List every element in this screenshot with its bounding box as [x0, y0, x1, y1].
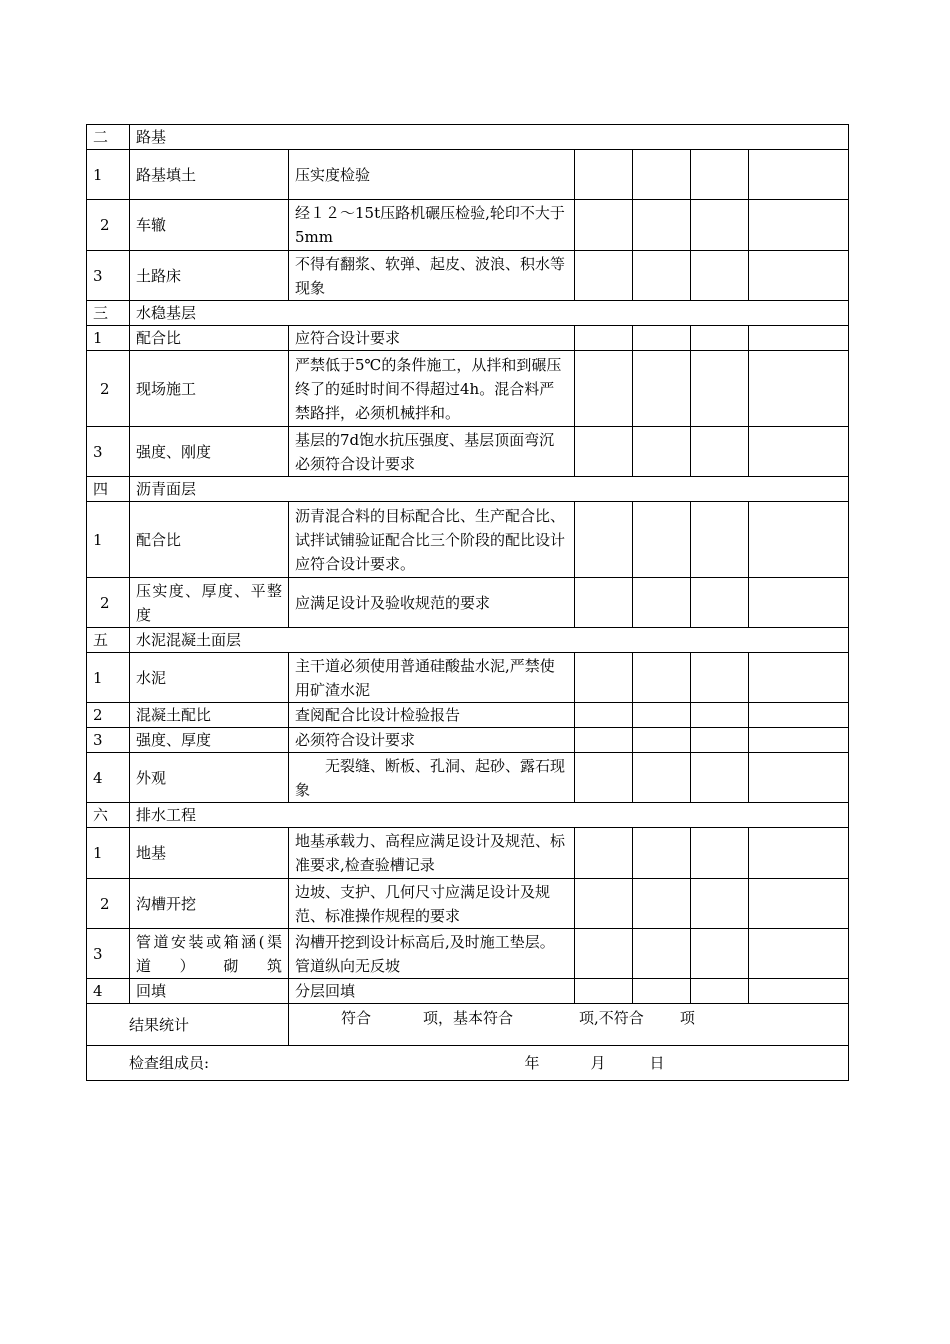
check-cell[interactable] — [633, 351, 691, 427]
check-cell[interactable] — [749, 929, 849, 979]
check-cell[interactable] — [575, 979, 633, 1004]
item-number: 1 — [87, 150, 130, 200]
year-label: 年 — [524, 1054, 540, 1072]
item-row — [87, 200, 849, 251]
item-row — [87, 427, 849, 477]
check-cell[interactable] — [691, 753, 749, 803]
section-title: 排水工程 — [130, 803, 849, 828]
month-label: 月 — [590, 1054, 606, 1072]
item-row — [87, 828, 849, 879]
item-row — [87, 251, 849, 301]
item-requirement: 必须符合设计要求 — [289, 728, 575, 753]
item-name: 路基填土 — [130, 150, 289, 200]
check-cell[interactable] — [691, 502, 749, 578]
footer-row — [87, 1046, 849, 1081]
check-cell[interactable] — [633, 879, 691, 929]
section-title: 水泥混凝土面层 — [130, 628, 849, 653]
item-requirement: 沟槽开挖到设计标高后,及时施工垫层。管道纵向无反坡 — [289, 929, 575, 979]
item-number: 1 — [87, 502, 130, 578]
check-cell[interactable] — [575, 879, 633, 929]
section-title: 水稳基层 — [130, 301, 849, 326]
result-summary — [289, 1004, 849, 1046]
check-cell[interactable] — [749, 150, 849, 200]
item-requirement: 边坡、支护、几何尺寸应满足设计及规范、标准操作规程的要求 — [289, 879, 575, 929]
item-name: 压实度、厚度、平整度 — [130, 578, 289, 628]
item-number: 3 — [87, 728, 130, 753]
section-number: 四 — [87, 477, 130, 502]
check-cell[interactable] — [575, 326, 633, 351]
item-requirement: 分层回填 — [289, 979, 575, 1004]
check-cell[interactable] — [749, 351, 849, 427]
section-header-row — [87, 803, 849, 828]
check-cell[interactable] — [575, 578, 633, 628]
section-title: 路基 — [130, 125, 849, 150]
check-cell[interactable] — [633, 150, 691, 200]
check-cell[interactable] — [691, 326, 749, 351]
section-number: 五 — [87, 628, 130, 653]
section-header-row — [87, 628, 849, 653]
item-row — [87, 653, 849, 703]
check-cell[interactable] — [691, 351, 749, 427]
item-name: 地基 — [130, 828, 289, 879]
item-name: 外观 — [130, 753, 289, 803]
check-cell[interactable] — [691, 728, 749, 753]
check-cell[interactable] — [575, 502, 633, 578]
check-cell[interactable] — [633, 929, 691, 979]
item-name: 混凝土配比 — [130, 703, 289, 728]
check-cell[interactable] — [575, 251, 633, 301]
check-cell[interactable] — [633, 427, 691, 477]
check-cell[interactable] — [633, 828, 691, 879]
check-cell[interactable] — [749, 879, 849, 929]
section-number: 六 — [87, 803, 130, 828]
item-requirement: 应满足设计及验收规范的要求 — [289, 578, 575, 628]
check-cell[interactable] — [749, 427, 849, 477]
item-number: 1 — [87, 828, 130, 879]
item-row — [87, 578, 849, 628]
item-row — [87, 150, 849, 200]
check-cell[interactable] — [691, 653, 749, 703]
item-name: 配合比 — [130, 502, 289, 578]
section-number: 二 — [87, 125, 130, 150]
item-requirement: 沥青混合料的目标配合比、生产配合比、试拌试铺验证配合比三个阶段的配比设计应符合设计要求。 — [289, 502, 575, 578]
item-requirement: 查阅配合比设计检验报告 — [289, 703, 575, 728]
item-requirement: 基层的7d饱水抗压强度、基层顶面弯沉必须符合设计要求 — [289, 427, 575, 477]
check-cell[interactable] — [691, 251, 749, 301]
item-number: 2 — [87, 703, 130, 728]
item-row — [87, 502, 849, 578]
item-row — [87, 879, 849, 929]
item-requirement: 严禁低于5℃的条件施工，从拌和到碾压终了的延时时间不得超过4h。混合料严禁路拌，必须机械拌和。 — [289, 351, 575, 427]
check-cell[interactable] — [691, 703, 749, 728]
check-cell[interactable] — [749, 326, 849, 351]
result-conform-label: 符合 — [341, 1009, 372, 1027]
item-number: 3 — [87, 427, 130, 477]
result-basic-label: 项，基本符合 — [423, 1009, 514, 1027]
check-cell[interactable] — [575, 753, 633, 803]
check-cell[interactable] — [633, 728, 691, 753]
item-requirement: 不得有翻浆、软弹、起皮、波浪、积水等现象 — [289, 251, 575, 301]
check-cell[interactable] — [575, 427, 633, 477]
section-number: 三 — [87, 301, 130, 326]
item-row — [87, 929, 849, 979]
check-cell[interactable] — [749, 828, 849, 879]
item-name: 沟槽开挖 — [130, 879, 289, 929]
check-cell[interactable] — [691, 427, 749, 477]
result-label: 结果统计 — [87, 1004, 289, 1046]
item-requirement: 经１２～15t压路机碾压检验,轮印不大于5mm — [289, 200, 575, 251]
item-requirement: 地基承载力、高程应满足设计及规范、标准要求,检查验槽记录 — [289, 828, 575, 879]
check-cell[interactable] — [749, 200, 849, 251]
check-cell[interactable] — [633, 653, 691, 703]
item-number: 1 — [87, 653, 130, 703]
section-header-row — [87, 477, 849, 502]
check-cell[interactable] — [749, 653, 849, 703]
check-cell[interactable] — [575, 728, 633, 753]
check-cell[interactable] — [749, 703, 849, 728]
check-cell[interactable] — [749, 251, 849, 301]
item-requirement: 压实度检验 — [289, 150, 575, 200]
result-nonconform-label: 项,不符合 — [579, 1009, 644, 1027]
section-header-row — [87, 301, 849, 326]
check-cell[interactable] — [575, 653, 633, 703]
item-number: 2 — [87, 578, 130, 628]
item-name: 现场施工 — [130, 351, 289, 427]
check-cell[interactable] — [691, 879, 749, 929]
check-cell[interactable] — [633, 326, 691, 351]
result-row — [87, 1004, 849, 1046]
item-name: 配合比 — [130, 326, 289, 351]
item-name: 土路床 — [130, 251, 289, 301]
item-name: 强度、厚度 — [130, 728, 289, 753]
check-cell[interactable] — [575, 828, 633, 879]
check-cell[interactable] — [749, 753, 849, 803]
item-row — [87, 979, 849, 1004]
check-cell[interactable] — [633, 979, 691, 1004]
item-name: 强度、刚度 — [130, 427, 289, 477]
check-cell[interactable] — [633, 753, 691, 803]
check-cell[interactable] — [633, 703, 691, 728]
item-name: 回填 — [130, 979, 289, 1004]
check-cell[interactable] — [633, 200, 691, 251]
item-row — [87, 351, 849, 427]
item-number: 3 — [87, 251, 130, 301]
item-row — [87, 728, 849, 753]
check-cell[interactable] — [749, 502, 849, 578]
item-name: 车辙 — [130, 200, 289, 251]
check-cell[interactable] — [691, 828, 749, 879]
item-row — [87, 753, 849, 803]
item-row — [87, 703, 849, 728]
check-cell[interactable] — [575, 200, 633, 251]
item-requirement: 无裂缝、断板、孔洞、起砂、露石现象 — [289, 753, 575, 803]
item-number: 2 — [87, 879, 130, 929]
check-cell[interactable] — [749, 578, 849, 628]
check-cell[interactable] — [691, 929, 749, 979]
check-cell[interactable] — [633, 578, 691, 628]
item-number: 4 — [87, 979, 130, 1004]
item-number: 1 — [87, 326, 130, 351]
day-label: 日 — [649, 1054, 665, 1072]
result-item-label: 项 — [679, 1009, 695, 1027]
check-cell[interactable] — [691, 578, 749, 628]
item-requirement: 应符合设计要求 — [289, 326, 575, 351]
item-number: 2 — [87, 200, 130, 251]
section-title: 沥青面层 — [130, 477, 849, 502]
check-cell[interactable] — [749, 979, 849, 1004]
check-cell[interactable] — [691, 979, 749, 1004]
check-cell[interactable] — [691, 200, 749, 251]
item-number: 3 — [87, 929, 130, 979]
section-header-row — [87, 125, 849, 150]
item-requirement: 主干道必须使用普通硅酸盐水泥,严禁使用矿渣水泥 — [289, 653, 575, 703]
item-name: 水泥 — [130, 653, 289, 703]
check-cell[interactable] — [575, 929, 633, 979]
check-cell[interactable] — [575, 150, 633, 200]
footer-cell — [87, 1046, 849, 1081]
check-cell[interactable] — [633, 251, 691, 301]
check-cell[interactable] — [749, 728, 849, 753]
item-name: 管道安装或箱涵(渠道）砌筑 — [130, 929, 289, 979]
check-cell[interactable] — [575, 703, 633, 728]
item-number: 4 — [87, 753, 130, 803]
item-number: 2 — [87, 351, 130, 427]
check-cell[interactable] — [633, 502, 691, 578]
members-label: 检查组成员: — [129, 1054, 210, 1072]
check-cell[interactable] — [691, 150, 749, 200]
check-cell[interactable] — [575, 351, 633, 427]
inspection-table — [86, 124, 849, 1081]
item-row — [87, 326, 849, 351]
